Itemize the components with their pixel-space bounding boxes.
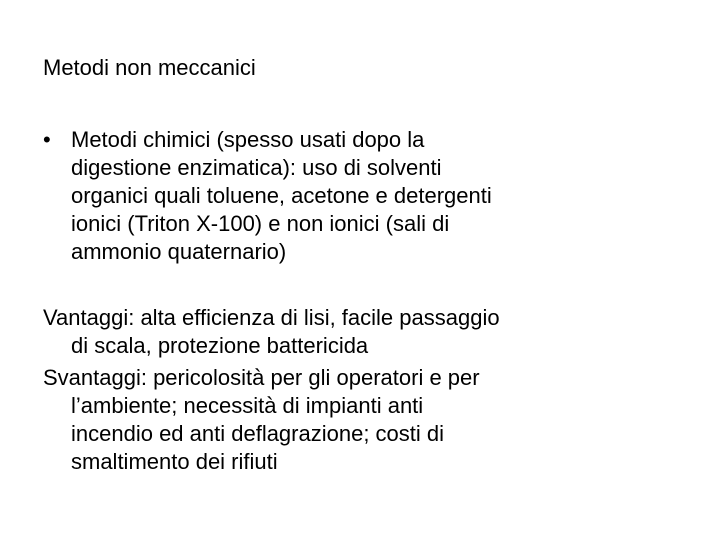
bullet-marker: • xyxy=(43,127,51,152)
slide-title: Metodi non meccanici xyxy=(43,55,256,80)
bullet-line: ionici (Triton X-100) e non ionici (sali di xyxy=(71,211,450,236)
bullet-line: organici quali toluene, acetone e detergenti xyxy=(71,183,492,208)
vantaggi-line: Vantaggi: alta efficienza di lisi, facile passaggio xyxy=(43,305,500,330)
svantaggi-line: Svantaggi: pericolosità per gli operatori e per xyxy=(43,365,480,390)
svantaggi-line: l’ambiente; necessità di impianti anti xyxy=(71,393,424,418)
svantaggi-line: incendio ed anti deflagrazione; costi di xyxy=(71,421,445,446)
vantaggi-line: di scala, protezione battericida xyxy=(71,333,369,358)
svantaggi-line: smaltimento dei rifiuti xyxy=(71,449,278,474)
bullet-line: digestione enzimatica): uso di solventi xyxy=(71,155,442,180)
bullet-line: Metodi chimici (spesso usati dopo la xyxy=(71,127,425,152)
bullet-line: ammonio quaternario) xyxy=(71,239,287,264)
